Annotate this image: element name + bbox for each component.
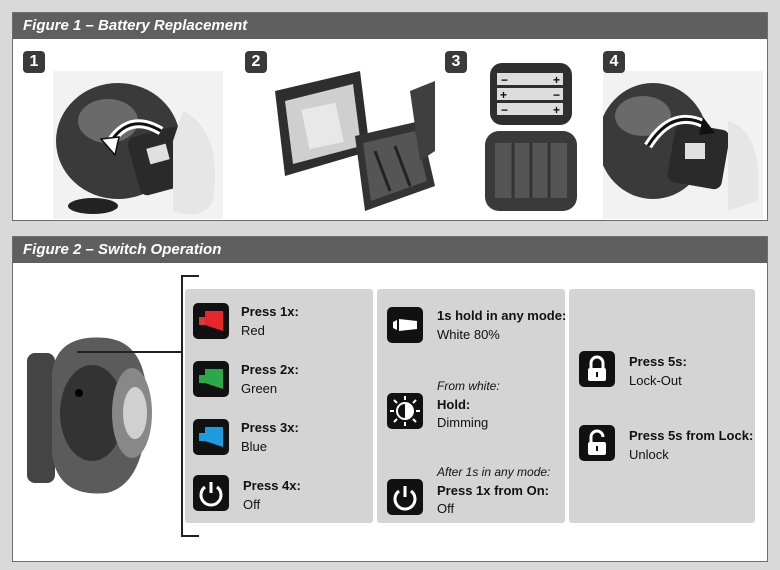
step1-illustration — [23, 51, 223, 219]
mode-title: Press 5s: — [629, 354, 687, 369]
svg-text:+: + — [553, 73, 561, 87]
leader-line — [77, 351, 181, 353]
mode-title: Hold: — [437, 397, 471, 412]
white-light-icon — [387, 307, 423, 343]
mode-desc: White 80% — [437, 327, 500, 342]
mode-context: After 1s in any mode: — [437, 465, 551, 479]
step-number: 2 — [245, 51, 267, 73]
step-1 — [23, 51, 183, 219]
figure2-title: Figure 2 – Switch Operation — [13, 237, 767, 263]
mode-desc: Lock-Out — [629, 373, 682, 388]
bracket-line — [181, 275, 183, 537]
bracket-top — [181, 275, 199, 277]
switch-operation-panel — [12, 236, 768, 562]
green-light-icon — [193, 361, 229, 397]
step-4 — [603, 51, 763, 219]
lock-icon — [579, 351, 615, 387]
svg-text:−: − — [553, 88, 561, 102]
svg-text:−: − — [501, 73, 509, 87]
mode-title: Press 1x: — [241, 304, 299, 319]
mode-desc: Green — [241, 381, 278, 396]
figure1-title: Figure 1 – Battery Replacement — [13, 13, 767, 39]
headlamp-illustration — [27, 333, 177, 513]
svg-text:+: + — [500, 88, 508, 102]
mode-desc: Red — [241, 323, 265, 338]
step-2 — [245, 51, 405, 219]
mode-desc: Blue — [241, 439, 268, 454]
svg-text:+: + — [553, 103, 561, 117]
red-light-icon — [193, 303, 229, 339]
mode-desc: Off — [437, 501, 455, 516]
mode-desc: Dimming — [437, 415, 489, 430]
dimming-icon — [387, 393, 423, 429]
step4-illustration — [603, 51, 763, 219]
mode-title: Press 4x: — [243, 478, 301, 493]
lock-modes-column — [569, 289, 755, 523]
power-icon — [193, 475, 229, 511]
svg-text:−: − — [501, 103, 509, 117]
color-modes-column — [185, 289, 373, 523]
white-modes-column — [377, 289, 565, 523]
unlock-icon — [579, 425, 615, 461]
bracket-bottom — [181, 535, 199, 537]
mode-title: Press 1x from On: — [437, 483, 549, 498]
step-number: 3 — [445, 51, 467, 73]
step3-illustration — [445, 51, 605, 219]
step-3 — [445, 51, 605, 219]
step2-illustration — [245, 51, 435, 219]
mode-title: Press 3x: — [241, 420, 299, 435]
mode-title: Press 5s from Lock: — [629, 428, 754, 443]
mode-desc: Unlock — [629, 447, 669, 462]
mode-context: From white: — [437, 379, 500, 393]
mode-desc: Off — [243, 497, 261, 512]
power-icon — [387, 479, 423, 515]
mode-title: Press 2x: — [241, 362, 299, 377]
step-number: 4 — [603, 51, 625, 73]
blue-light-icon — [193, 419, 229, 455]
battery-replacement-panel — [12, 12, 768, 221]
mode-title: 1s hold in any mode: — [437, 308, 567, 323]
step-number: 1 — [23, 51, 45, 73]
